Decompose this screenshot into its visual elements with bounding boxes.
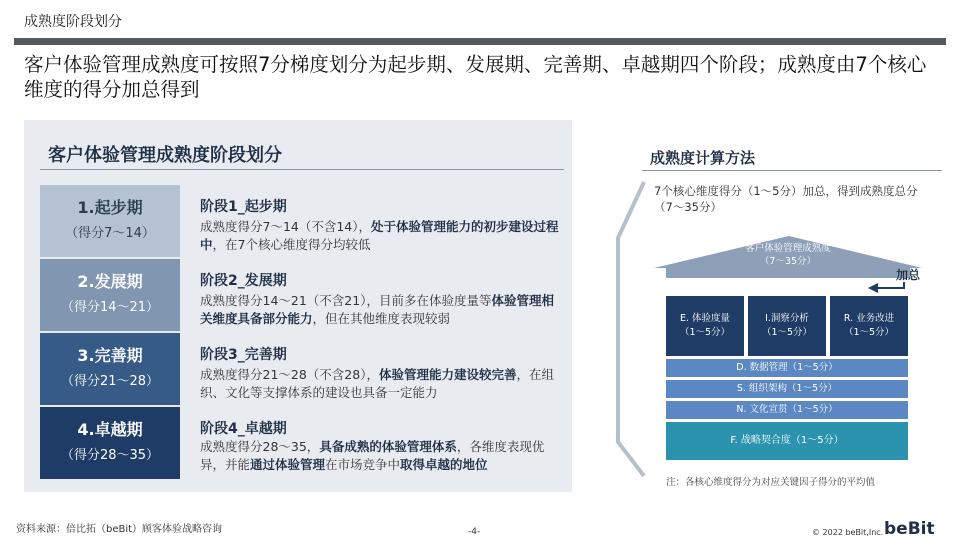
stage-box-4 (40, 407, 180, 479)
roof-line-2: （7～35分） (759, 256, 817, 267)
desc-part: 取得卓越的地位 (400, 457, 488, 472)
pillar-r (830, 296, 908, 356)
desc-part: 在市场竞争中 (325, 457, 401, 472)
pillar-e (666, 296, 744, 356)
stage-desc-title-1: 阶段1_起步期 (200, 199, 287, 215)
stage-desc-3 (200, 366, 562, 402)
desc-part: 成熟度得分21～28（不含28）， (200, 367, 379, 382)
desc-part: 体验管理能力建设较完善 (378, 367, 517, 382)
desc-part: ，各维度表现优异，并能 (200, 439, 545, 472)
pillar-score: （1～5分） (679, 327, 731, 338)
pillar-label: I.洞察分析 (765, 313, 809, 324)
stage-panel-title: 客户体验管理成熟度阶段划分 (48, 145, 282, 166)
roof-line-1: 客户体验管理成熟度 (745, 243, 831, 254)
stage-desc-title-2: 阶段2_发展期 (200, 273, 287, 289)
desc-part: 通过体验管理 (250, 457, 326, 472)
stage-name: 2.发展期 (77, 272, 143, 291)
desc-part: 具备成熟的体验管理体系 (319, 439, 457, 454)
header-divider (14, 38, 946, 45)
stage-score: （得分21～28） (60, 374, 160, 389)
stage-score: （得分14～21） (60, 300, 160, 315)
stage-score: （得分28～35） (60, 448, 160, 463)
stage-box-3 (40, 333, 180, 405)
calc-note: 注：各核心维度得分为对应关键因子得分的平均值 (666, 477, 876, 488)
band-n: N. 文化宣贯（1～5分） (666, 401, 908, 419)
roof-label (668, 242, 908, 268)
pillar-score: （1～5分） (761, 327, 813, 338)
desc-part: 成熟度得分7～14（不含14）， (200, 219, 372, 234)
stage-name: 1.起步期 (77, 198, 143, 217)
calc-method-divider (642, 170, 942, 171)
header-title: 成熟度阶段划分 (24, 14, 122, 30)
stage-desc-2 (200, 292, 562, 328)
bracket-shape (614, 180, 654, 480)
desc-part: ，在7个核心维度得分均较低 (212, 237, 371, 252)
desc-part: 成熟度得分14～21（不含21），目前多在体验度量等 (200, 293, 492, 308)
calc-method-intro: 7个核心维度得分（1～5分）加总，得到成熟度总分（7～35分） (654, 184, 918, 214)
stage-desc-4 (200, 438, 562, 474)
desc-part: ，但在其他维度表现较弱 (312, 311, 451, 326)
pillar-i (748, 296, 826, 356)
stage-desc-title-3: 阶段3_完善期 (200, 347, 287, 363)
stage-name: 3.完善期 (77, 346, 143, 365)
stage-score: （得分7～14） (65, 226, 155, 241)
add-label: 加总 (896, 268, 921, 282)
desc-part: ，在组织、文化等支撑体系的建设也具备一定能力 (200, 367, 554, 400)
copyright: © 2022 beBit,Inc. (812, 528, 884, 537)
pillar-label: E. 体验度量 (679, 313, 731, 324)
band-s: S. 组织架构（1～5分） (666, 380, 908, 398)
band-d: D. 数据管理（1～5分） (666, 359, 908, 377)
desc-part: 处于体验管理能力的初步建设过程中 (200, 219, 559, 252)
stage-desc-title-4: 阶段4_卓越期 (200, 421, 287, 437)
desc-part: 体验管理相关维度具备部分能力 (200, 293, 554, 326)
headline: 客户体验管理成熟度可按照7分梯度划分为起步期、发展期、完善期、卓越期四个阶段；成熟度由7个核心维度的得分加总得到 (24, 53, 927, 101)
source-note: 资料来源：倍比拓（beBit）顾客体验战略咨询 (16, 524, 223, 535)
brand-logo: beBit (884, 519, 935, 539)
page-number: -4- (468, 527, 481, 537)
stage-box-2 (40, 259, 180, 331)
stage-box-1 (40, 185, 180, 257)
pillar-score: （1～5分） (843, 327, 895, 338)
pillar-label: R. 业务改进 (843, 313, 895, 324)
stage-name: 4.卓越期 (77, 420, 143, 439)
desc-part: 成熟度得分28～35， (200, 439, 320, 454)
stage-panel-divider (40, 169, 564, 170)
base-f: F. 战略契合度（1～5分） (666, 422, 908, 460)
calc-method-title: 成熟度计算方法 (650, 149, 756, 167)
stage-desc-1 (200, 218, 562, 254)
